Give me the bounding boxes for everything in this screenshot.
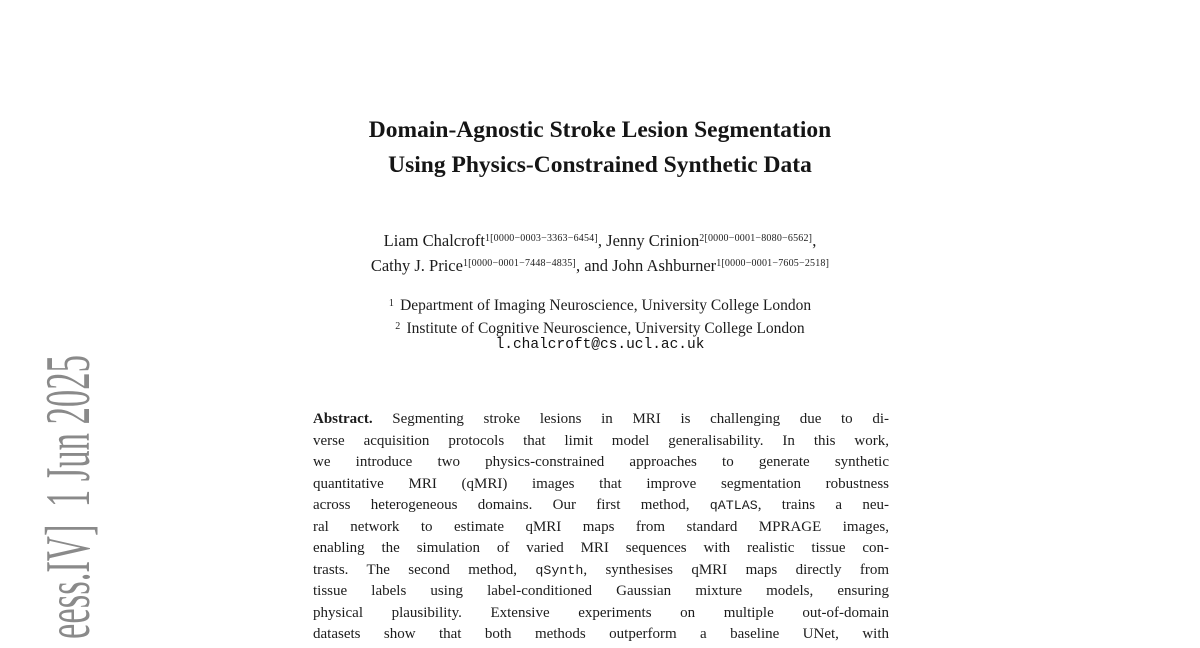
affiliation-line xyxy=(0,293,1200,316)
paper-title-line1: Domain-Agnostic Stroke Lesion Segmentation xyxy=(368,117,832,143)
method-name-code: qSynth xyxy=(535,562,584,578)
abstract-label: Abstract. xyxy=(313,411,373,427)
abstract-block xyxy=(313,409,889,646)
author-name-text: , and xyxy=(575,256,613,275)
orcid-superscript: 2[0000−0001−8080−6562] xyxy=(699,233,813,244)
abstract-line xyxy=(313,431,889,453)
abstract-text: quantitative MRI (qMRI) images that improve segmentation robustness xyxy=(313,475,889,492)
abstract-line xyxy=(313,603,889,625)
author-name-text: Liam Chalcroft xyxy=(383,231,485,250)
abstract-text: , synthesises qMRI maps directly from xyxy=(583,561,889,578)
abstract-line xyxy=(313,409,889,431)
abstract-text: enabling the simulation of varied MRI sequences with realistic tissue con- xyxy=(313,540,889,556)
author-line xyxy=(0,252,1200,277)
author-name-text: John Ashburner xyxy=(612,256,717,275)
abstract-line xyxy=(313,560,889,582)
abstract-line xyxy=(313,495,889,517)
method-name-code: qATLAS xyxy=(709,498,758,513)
abstract-text: datasets show that both methods outperform a baseline UNet, with xyxy=(313,626,889,642)
abstract-line xyxy=(313,474,889,496)
author-name-text: , xyxy=(597,231,607,250)
affiliation-text: Department of Imaging Neuroscience, University College London xyxy=(400,297,812,314)
abstract-text: tissue labels using label-conditioned Gaussian mixture models, ensuring xyxy=(313,583,889,599)
arxiv-watermark xyxy=(21,123,116,648)
abstract-text: we introduce two physics-constrained approaches to generate synthetic xyxy=(313,454,889,470)
abstract-line xyxy=(313,624,889,646)
affiliation-number-superscript: 2 xyxy=(395,321,401,332)
orcid-superscript: 1[0000−0001−7448−4835] xyxy=(462,258,576,269)
paper-title xyxy=(0,113,1200,183)
abstract-text: verse acquisition protocols that limit model generalisability. In this work, xyxy=(313,432,889,449)
orcid-superscript: 1[0000−0003−3363−6454] xyxy=(484,233,598,244)
author-list xyxy=(0,227,1200,277)
abstract-text: , trains a neu- xyxy=(757,497,890,513)
author-line xyxy=(0,227,1200,252)
abstract-text: ral network to estimate qMRI maps from standard MPRAGE images, xyxy=(313,518,889,535)
abstract-text: trasts. The second method, xyxy=(313,561,536,578)
author-name-text: Cathy J. Price xyxy=(370,256,463,275)
arxiv-watermark-text: eess.IV] 1 Jun 2025 xyxy=(33,355,103,639)
abstract-line xyxy=(313,517,889,539)
affiliation-list xyxy=(0,293,1200,339)
abstract-line xyxy=(313,538,889,560)
abstract-text: across heterogeneous domains. Our first method, xyxy=(313,497,710,513)
author-name-text: , xyxy=(812,231,817,250)
affiliation-number-superscript: 1 xyxy=(388,298,395,309)
abstract-text: Segmenting stroke lesions in MRI is challenging due to di- xyxy=(372,411,889,427)
orcid-superscript: 1[0000−0001−7605−2518] xyxy=(716,258,830,269)
paper-title-line2: Using Physics-Constrained Synthetic Data xyxy=(388,152,812,178)
abstract-line xyxy=(313,581,889,603)
abstract-text: physical plausibility. Extensive experiments on multiple out-of-domain xyxy=(313,604,889,621)
contact-email: l.chalcroft@cs.ucl.ac.uk xyxy=(495,337,705,353)
abstract-line xyxy=(313,452,889,474)
author-name-text: Jenny Crinion xyxy=(606,231,700,250)
affiliation-text: Institute of Cognitive Neuroscience, University College London xyxy=(406,320,805,337)
